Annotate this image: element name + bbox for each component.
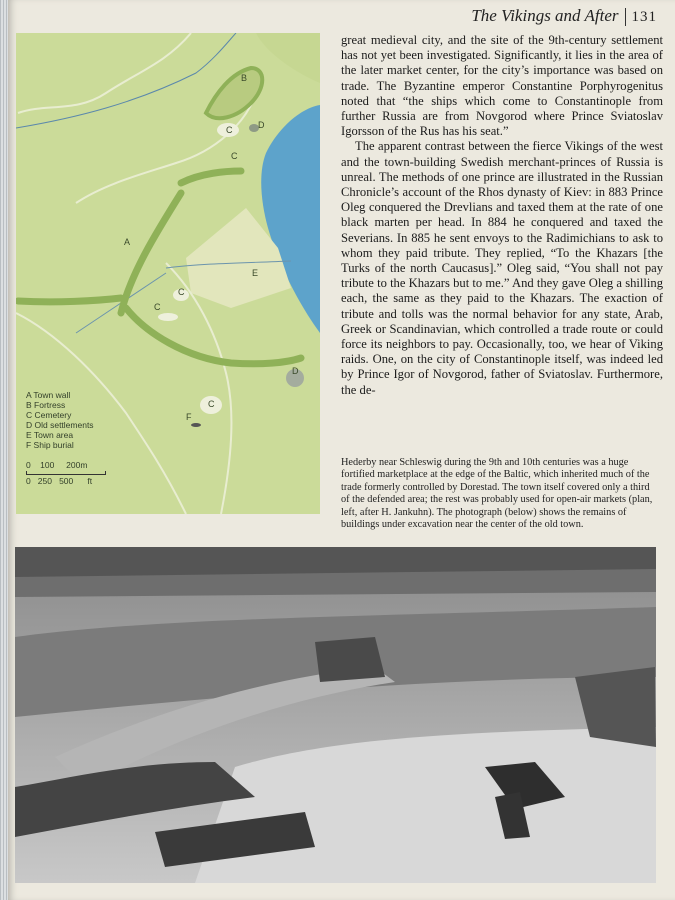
page-number: 131 (631, 9, 657, 25)
header-divider (625, 8, 626, 26)
running-header (471, 6, 657, 26)
legend-item-town-wall: A Town wall (26, 390, 71, 400)
map-label-b: B (241, 73, 248, 83)
hedeby-plan-map (16, 33, 320, 514)
photo-post-cluster-3 (315, 637, 385, 682)
running-header-title: The Vikings and After (471, 6, 619, 25)
scale-feet: 0 250 500 ft (26, 476, 93, 486)
map-legend (26, 390, 106, 486)
map-scale (26, 460, 106, 486)
map-label-d2: D (292, 366, 299, 376)
excavation-photograph (15, 547, 656, 883)
body-paragraph-2: The apparent contrast between the fierce Vikings of the west and the town-building Swedish merchant-princes of Russia is unreal. The methods of one prince are illustrated in the Russian Chronicle’s account of the Rhos dynasty of Kiev: in 883 Prince Oleg conquered the Drevlians and taxed them at the rate of one black marten per head. In 884 he conquered and taxed the Severians. In 885 he sent envoys to the Radimichians to ask to whom they paid tribute. They replied, “To the Khazars [the Turks of the north Caucasus].” Oleg said, “You shall not pay tribute to the Khazars but to me.” And they gave Oleg a shilling each, the same as they paid to the Khazars. The exaction of tribute and tolls was the normal behavior for any state, Arab, Greek or Scandinavian, which controlled a trade route or could force its neighbors to pay. Occasionally, too, we hear of Viking raids. One, on the city of Constantinople itself, was indeed led by Prince Igor of Novgorod, father of Sviatoslav. Furthermore, the de- (341, 139, 663, 397)
legend-item-town-area: E Town area (26, 430, 74, 440)
map-label-d1: D (258, 120, 265, 130)
body-text-column (341, 33, 663, 398)
excavation-photo-drawing (15, 547, 656, 883)
map-label-c5: C (208, 399, 215, 409)
legend-item-fortress: B Fortress (26, 400, 66, 410)
legend-item-ship-burial: F Ship burial (26, 440, 74, 450)
legend-item-cemetery: C Cemetery (26, 410, 72, 420)
map-ship-burial (191, 423, 201, 427)
map-label-c1: C (226, 125, 233, 135)
legend-item-old-settlements: D Old settlements (26, 420, 94, 430)
scale-bar (26, 471, 106, 475)
map-label-e: E (252, 268, 259, 278)
map-cemetery-c4 (158, 313, 178, 321)
figure-caption: Hederby near Schleswig during the 9th and 10th centuries was a huge fortified marketplace at the edge of the Baltic, which inherited much of the trade formerly controlled by Dorestad. The town itself covered only a third of the defended area; the rest was probably used for open-air markets (plan, left, after H. Jankuhn). The photograph (below) shows the remains of buildings under excavation near the center of the old town. (341, 457, 653, 531)
body-paragraph-1: great medieval city, and the site of the 9th-century settlement has not yet been investigated. Significantly, it lies in the area of the later market center, for the city’s importance was based on trade. The Byzantine emperor Constantine Porphyrogenitus noted that “the ships which come to Constantinople from further Russia are from Novgorod where Prince Sviatoslav Igorsson of the Rus has his seat.” (341, 33, 663, 139)
map-label-c4: C (154, 302, 161, 312)
map-label-c2: C (231, 151, 238, 161)
map-label-c3: C (178, 287, 185, 297)
map-label-f: F (186, 412, 192, 422)
scale-meters: 0 100 200m (26, 460, 88, 470)
map-label-a: A (124, 237, 131, 247)
